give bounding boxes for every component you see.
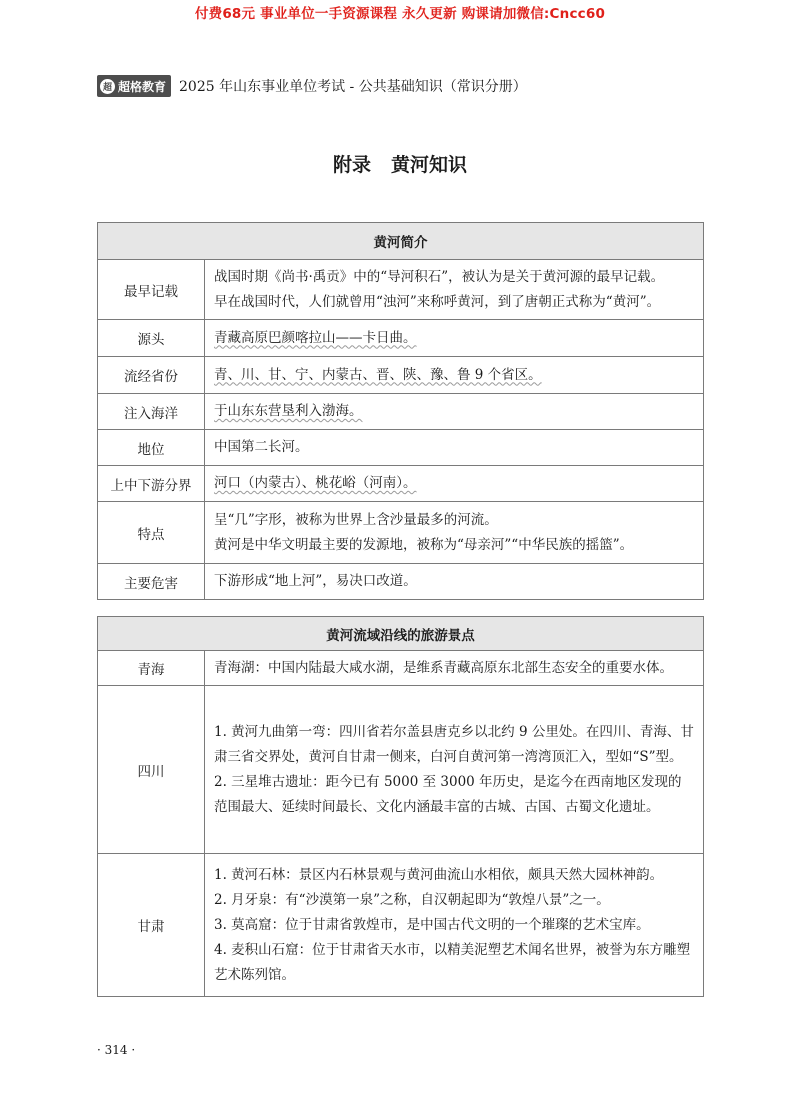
table-row (98, 260, 704, 320)
tourism-spots-table (97, 616, 704, 997)
content-line: 河口（内蒙古）、桃花峪（河南）。 (214, 475, 417, 491)
row-label: 源头 (98, 320, 205, 357)
table-heading: 黄河流域沿线的旅游景点 (98, 617, 704, 651)
row-label: 最早记载 (98, 260, 205, 320)
row-content (205, 854, 704, 997)
publisher-logo (97, 75, 171, 97)
row-content (205, 394, 704, 430)
page-header (97, 74, 527, 98)
table-row (98, 320, 704, 357)
row-label: 地位 (98, 430, 205, 466)
logo-icon: 超 (100, 79, 115, 94)
row-content (205, 430, 704, 466)
content-line: 2. 月牙泉：有“沙漠第一泉”之称，自汉朝起即为“敦煌八景”之一。 (214, 891, 610, 908)
page-title-part2: 黄河知识 (391, 154, 468, 176)
content-line: 中国第二长河。 (214, 439, 309, 455)
row-content (205, 466, 704, 502)
row-label: 四川 (98, 686, 205, 854)
content-line: 青藏高原巴颜喀拉山——卡日曲。 (214, 329, 417, 346)
content-line: 1. 黄河九曲第一弯：四川省若尔盖县唐克乡以北约 9 公里处。在四川、青海、甘肃三省交界处，黄河自甘肃一侧来，白河自黄河第一湾湾顶汇入，型如“S”型。 (214, 723, 694, 765)
table-row (98, 686, 704, 854)
logo-text: 超格教育 (118, 79, 167, 94)
content-line: 2. 三星堆古遗址：距今已有 5000 至 3000 年历史，是迄今在西南地区发现的范围最大、延续时间最长、文化内涵最丰富的古城、古国、古蜀文化遗址。 (214, 773, 682, 815)
row-content (205, 357, 704, 394)
content-line: 下游形成“地上河”，易决口改道。 (214, 573, 417, 589)
row-content (205, 320, 704, 357)
content-line: 1. 黄河石林：景区内石林景观与黄河曲流山水相依，颇具天然大园林神韵。 (214, 866, 664, 883)
row-label: 甘肃 (98, 854, 205, 997)
row-content (205, 651, 704, 686)
header-title: 2025 年山东事业单位考试 - 公共基础知识（常识分册） (179, 79, 527, 95)
content-line: 呈“几”字形，被称为世界上含沙量最多的河流。 (214, 511, 498, 528)
table-row (98, 502, 704, 564)
page-title-part1: 附录 (332, 154, 371, 176)
yellow-river-intro-table (97, 222, 704, 600)
table-row (98, 394, 704, 430)
row-label: 特点 (98, 502, 205, 564)
content-line: 战国时期《尚书·禹贡》中的“导河积石”，被认为是关于黄河源的最早记载。 (214, 268, 665, 285)
row-content (205, 564, 704, 600)
table-row (98, 466, 704, 502)
page-number: · 314 · (97, 1043, 136, 1057)
table-row (98, 564, 704, 600)
row-label: 上中下游分界 (98, 466, 205, 502)
row-label: 流经省份 (98, 357, 205, 394)
table-row (98, 430, 704, 466)
content-line: 4. 麦积山石窟：位于甘肃省天水市，以精美泥塑艺术闻名世界，被誉为东方雕塑艺术陈列馆。 (214, 941, 691, 983)
row-label: 青海 (98, 651, 205, 686)
page-title (0, 150, 800, 177)
content-line: 青、川、甘、宁、内蒙古、晋、陕、豫、鲁 9 个省区。 (214, 366, 542, 383)
content-line: 青海湖：中国内陆最大咸水湖，是维系青藏高原东北部生态安全的重要水体。 (214, 659, 673, 676)
content-line: 于山东东营垦利入渤海。 (214, 403, 363, 419)
row-label: 主要危害 (98, 564, 205, 600)
promo-banner: 付费68元 事业单位一手资源课程 永久更新 购课请加微信:Cncc60 (194, 6, 606, 22)
table-row (98, 357, 704, 394)
table-row (98, 651, 704, 686)
table-row (98, 854, 704, 997)
row-content (205, 686, 704, 854)
content-line: 黄河是中华文明最主要的发源地，被称为“母亲河”“中华民族的摇篮”。 (214, 536, 634, 553)
row-label: 注入海洋 (98, 394, 205, 430)
content-line: 3. 莫高窟：位于甘肃省敦煌市，是中国古代文明的一个璀璨的艺术宝库。 (214, 916, 650, 933)
content-line: 早在战国时代，人们就曾用“浊河”来称呼黄河，到了唐朝正式称为“黄河”。 (214, 293, 661, 310)
row-content (205, 502, 704, 564)
table-heading: 黄河简介 (98, 223, 704, 260)
row-content (205, 260, 704, 320)
